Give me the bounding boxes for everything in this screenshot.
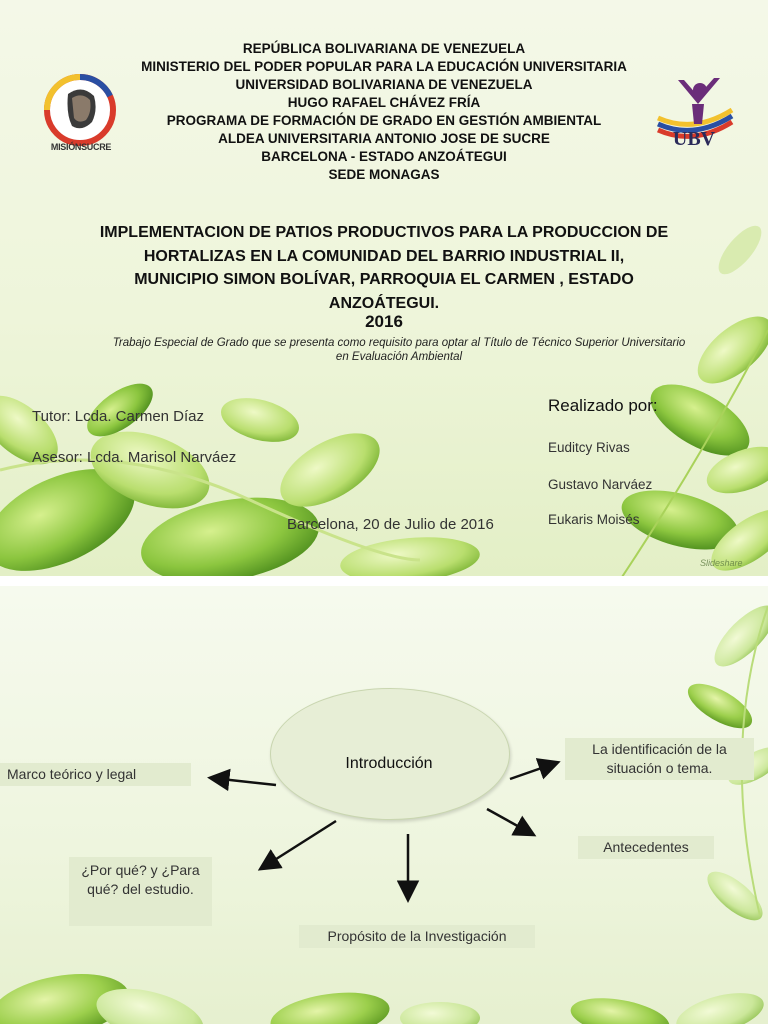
- header-line: SEDE MONAGAS: [328, 167, 440, 182]
- asesor-text: Asesor: Lcda. Marisol Narváez: [32, 449, 237, 466]
- node-proposito: Propósito de la Investigación: [299, 925, 535, 948]
- header-line: HUGO RAFAEL CHÁVEZ FRÍA: [287, 95, 481, 110]
- author-name: Gustavo Narváez: [548, 477, 653, 492]
- place-date: Barcelona, 20 de Julio de 2016: [287, 516, 494, 533]
- header-line: MINISTERIO DEL PODER POPULAR PARA LA EDUCACIÓN UNIVERSITARIA: [141, 59, 627, 74]
- slideshare-watermark: Slideshare: [700, 558, 743, 568]
- header-line: UNIVERSIDAD BOLIVARIANA DE VENEZUELA: [235, 77, 533, 92]
- author-name: Euditcy Rivas: [548, 440, 630, 455]
- node-antecedentes: Antecedentes: [578, 836, 714, 859]
- mision-sucre-logo-text: MISIÓNSUCRE: [50, 142, 112, 152]
- arrow-to-porque: [262, 821, 336, 868]
- title-line: IMPLEMENTACION DE PATIOS PRODUCTIVOS PARA LA PRODUCCION DE: [99, 224, 669, 241]
- thesis-title: [0, 221, 768, 315]
- arrow-to-antecedentes: [487, 809, 532, 834]
- title-line: MUNICIPIO SIMON BOLÍVAR, PARROQUIA EL CARMEN , ESTADO: [134, 271, 634, 288]
- title-line: ANZOÁTEGUI.: [328, 294, 440, 312]
- node-porque: ¿Por qué? y ¿Para qué? del estudio.: [69, 857, 212, 926]
- thesis-subtitle: Trabajo Especial de Grado que se presenta como requisito para optar al Título de Técnico Superior Universitario en Evaluación Ambiental: [112, 337, 686, 363]
- arrow-to-marco: [212, 778, 276, 785]
- ubv-logo-text: UBV: [672, 128, 716, 150]
- thesis-year: 2016: [365, 312, 403, 331]
- institution-header: [0, 40, 768, 184]
- header-line: BARCELONA - ESTADO ANZOÁTEGUI: [261, 149, 507, 164]
- introduction-slide: [0, 586, 768, 1024]
- connector-arrows: [0, 586, 768, 1024]
- author-name: Eukaris Moisés: [548, 512, 640, 527]
- authors-heading: Realizado por:: [548, 396, 658, 415]
- tutor-text: Tutor: Lcda. Carmen Díaz: [32, 408, 205, 425]
- node-identificacion: La identificación de la situación o tema.: [565, 738, 754, 780]
- header-line: REPÚBLICA BOLIVARIANA DE VENEZUELA: [242, 41, 526, 56]
- header-line: ALDEA UNIVERSITARIA ANTONIO JOSE DE SUCRE: [218, 131, 550, 146]
- introduccion-label: Introducción: [345, 755, 433, 772]
- title-line: HORTALIZAS EN LA COMUNIDAD DEL BARRIO INDUSTRIAL II,: [143, 247, 625, 265]
- header-line: PROGRAMA DE FORMACIÓN DE GRADO EN GESTIÓN AMBIENTAL: [166, 113, 602, 128]
- arrow-to-identificacion: [510, 763, 556, 779]
- node-marco-teorico: Marco teórico y legal: [0, 763, 191, 786]
